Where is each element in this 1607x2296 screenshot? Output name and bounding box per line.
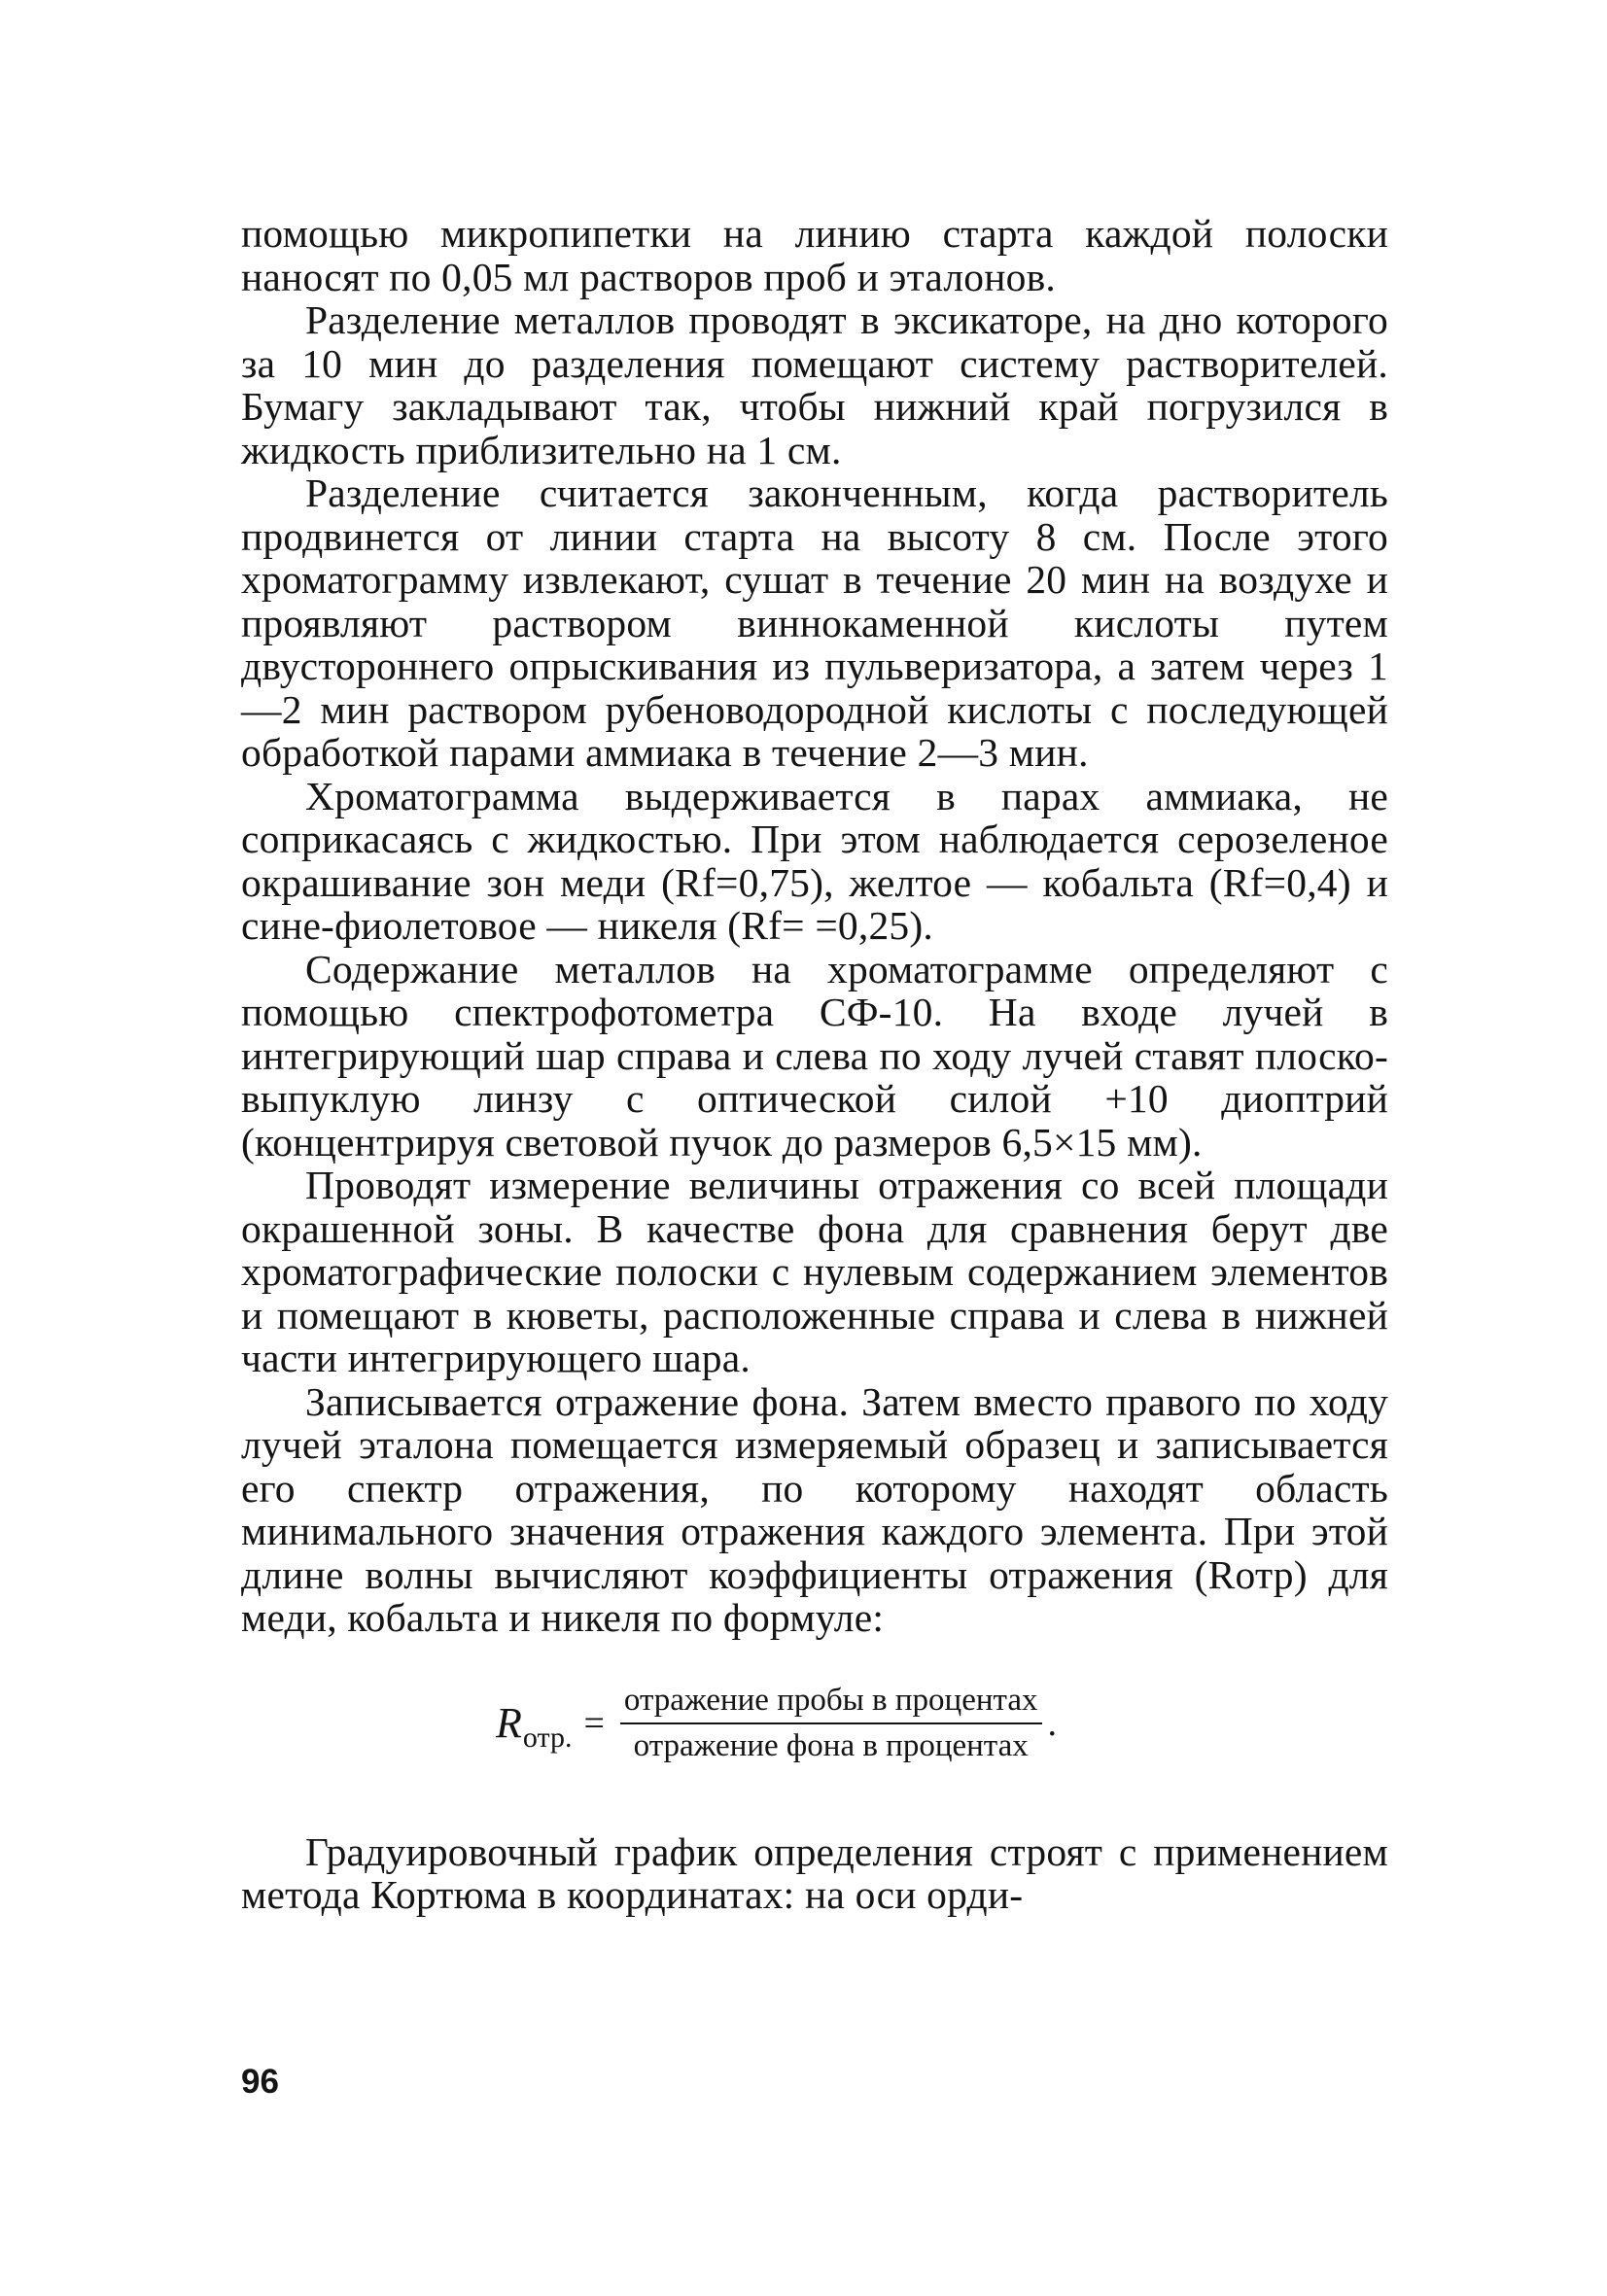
paragraph-2: Разделение металлов проводят в эксикаторе, на дно которого за 10 мин до разделения помещают систему растворителей. Бумагу закладывают так, чтобы нижний край погрузился в жидкость приблизительно на 1 см. (241, 297, 1388, 472)
reflection-coefficient-formula (496, 1683, 1388, 1764)
paragraph-7: Записывается отражение фона. Затем вместо правого по ходу лучей эталона помещается измеряемый образец и записывается его спектр отражения, по которому находят область минимального значения отражения каждого элемента. При этой длине волны вычисляют коэффициенты отражения (Rотр) для меди, кобальта и никеля по формуле: (241, 1378, 1388, 1640)
formula-numerator: отражение пробы в процентах (620, 1683, 1042, 1724)
paragraph-1: помощью микропипетки на линию старта каждой полоски наносят по 0,05 мл растворов проб и эталонов. (241, 211, 1388, 299)
formula-symbol: R (496, 1699, 522, 1747)
formula-fraction (620, 1683, 1042, 1764)
formula-subscript: отр. (522, 1722, 573, 1754)
paragraph-4: Хроматограмма выдерживается в парах аммиака, не соприкасаясь с жидкостью. При этом наблюдается серозеленое окрашивание зон меди (Rf=0,75), желтое — кобальта (Rf=0,4) и сине-фиолетовое — никеля (Rf= =0,25). (241, 773, 1388, 948)
paragraph-5: Содержание металлов на хроматограмме определяют с помощью спектрофотометра СФ-10. На входе лучей в интегрирующий шар справа и слева по ходу лучей ставят плоско-выпуклую линзу с оптической силой +10 диоптрий (концентрируя световой пучок до размеров 6,5×15 мм). (241, 946, 1388, 1165)
formula-lhs (496, 1698, 573, 1754)
page-number: 96 (241, 2063, 279, 2101)
paragraph-8: Градуировочный график определения строят с применением метода Кортюма в координатах: на оси орди- (241, 1828, 1388, 1917)
formula-equals: = (583, 1702, 605, 1744)
formula-terminator: . (1047, 1702, 1057, 1744)
formula-denominator: отражение фона в процентах (633, 1727, 1029, 1763)
page-body (241, 212, 1388, 1917)
paragraph-6: Проводят измерение величины отражения со всей площади окрашенной зоны. В качестве фона для сравнения берут две хроматографические полоски с нулевым содержанием элементов и помещают в кюветы, расположенные справа и слева в нижней части интегрирующего шара. (241, 1163, 1388, 1380)
paragraph-3: Разделение считается законченным, когда растворитель продвинется от линии старта на высоту 8 см. После этого хроматограмму извлекают, сушат в течение 20 мин на воздухе и проявляют раствором виннокаменной кислоты путем двустороннего опрыскивания из пульверизатора, а затем через 1—2 мин раствором рубеноводородной кислоты с последующей обработкой парами аммиака в течение 2—3 мин. (241, 470, 1388, 775)
